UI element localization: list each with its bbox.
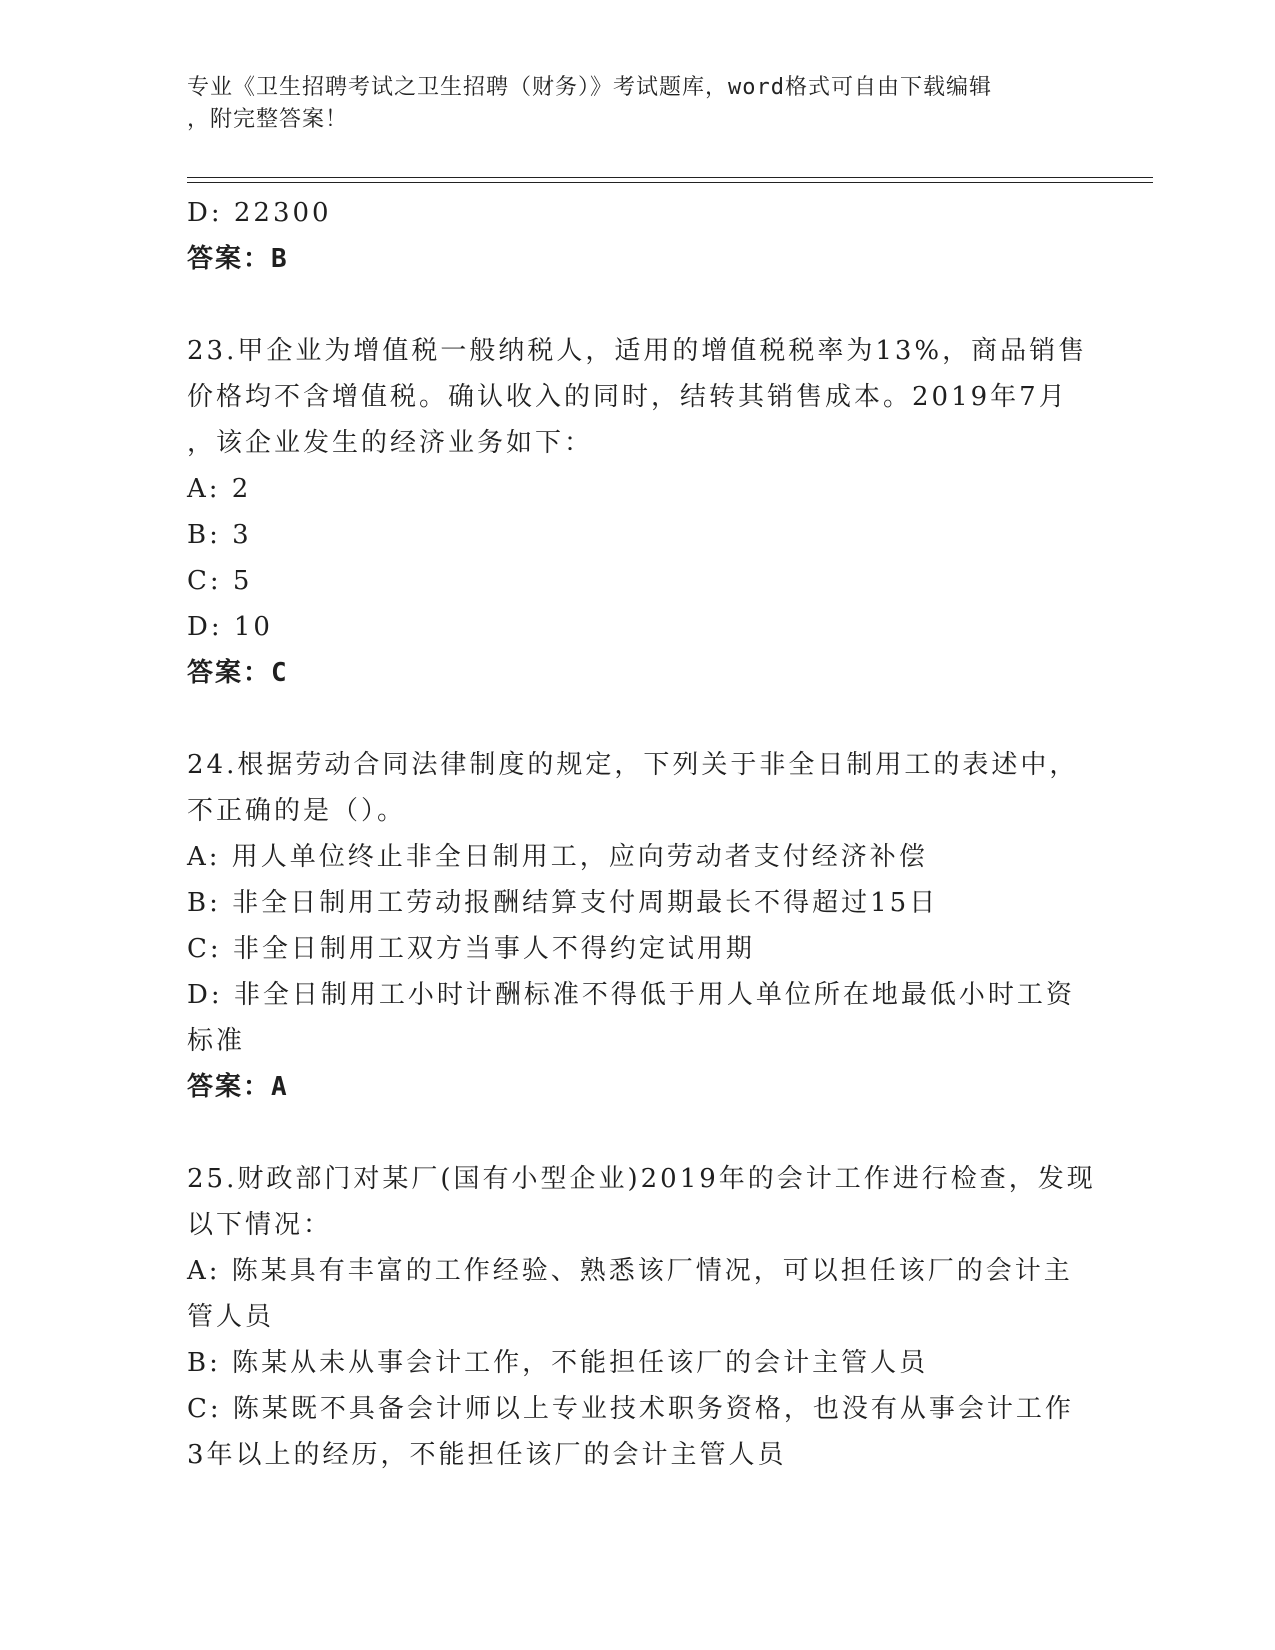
header-rule-bottom [187, 182, 1153, 183]
q25-option-a: A: 陈某具有丰富的工作经验、熟悉该厂情况，可以担任该厂的会计主 [187, 1256, 1073, 1286]
q23-option-d: D: 10 [187, 612, 273, 642]
q23-answer: 答案：C [187, 658, 289, 688]
document-header [187, 72, 1067, 136]
q24-text-line-1: 24.根据劳动合同法律制度的规定，下列关于非全日制用工的表述中， [187, 750, 1079, 780]
q25-option-c-continued: 3年以上的经历，不能担任该厂的会计主管人员 [187, 1440, 787, 1470]
prev-answer: 答案：B [187, 244, 289, 274]
q23-text-line-3: ，该企业发生的经济业务如下： [187, 428, 594, 458]
q23-option-c: C: 5 [187, 566, 253, 596]
q24-option-d-continued: 标准 [187, 1026, 246, 1056]
q23-option-a: A: 2 [187, 474, 252, 504]
q24-answer: 答案：A [187, 1072, 289, 1102]
q23-text-line-2: 价格均不含增值税。确认收入的同时，结转其销售成本。2019年7月 [187, 382, 1068, 412]
spacer [187, 282, 1087, 328]
header-line-2: ，附完整答案！ [187, 107, 349, 132]
prev-option-d: D: 22300 [187, 198, 332, 228]
q25-text-line-1: 25.财政部门对某厂(国有小型企业)2019年的会计工作进行检查，发现 [187, 1164, 1096, 1194]
q25-option-a-continued: 管人员 [187, 1302, 275, 1332]
q23-option-b: B: 3 [187, 520, 252, 550]
header-rule-top [187, 177, 1153, 178]
q24-option-a: A: 用人单位终止非全日制用工，应向劳动者支付经济补偿 [187, 842, 928, 872]
q24-text-line-2: 不正确的是（）。 [187, 796, 407, 826]
q24-option-b: B: 非全日制用工劳动报酬结算支付周期最长不得超过15日 [187, 888, 939, 918]
q24-option-c: C: 非全日制用工双方当事人不得约定试用期 [187, 934, 755, 964]
q25-option-b: B: 陈某从未从事会计工作，不能担任该厂的会计主管人员 [187, 1348, 929, 1378]
q24-option-d: D: 非全日制用工小时计酬标准不得低于用人单位所在地最低小时工资 [187, 980, 1075, 1010]
q25-text-line-2: 以下情况： [187, 1210, 333, 1240]
spacer [187, 1110, 1087, 1156]
q25-option-c: C: 陈某既不具备会计师以上专业技术职务资格，也没有从事会计工作 [187, 1394, 1074, 1424]
header-line-1: 专业《卫生招聘考试之卫生招聘（财务）》考试题库，word格式可自由下载编辑 [187, 75, 992, 100]
spacer [187, 696, 1087, 742]
document-body [187, 190, 1096, 1478]
q23-text-line-1: 23.甲企业为增值税一般纳税人，适用的增值税税率为13%，商品销售 [187, 336, 1088, 366]
